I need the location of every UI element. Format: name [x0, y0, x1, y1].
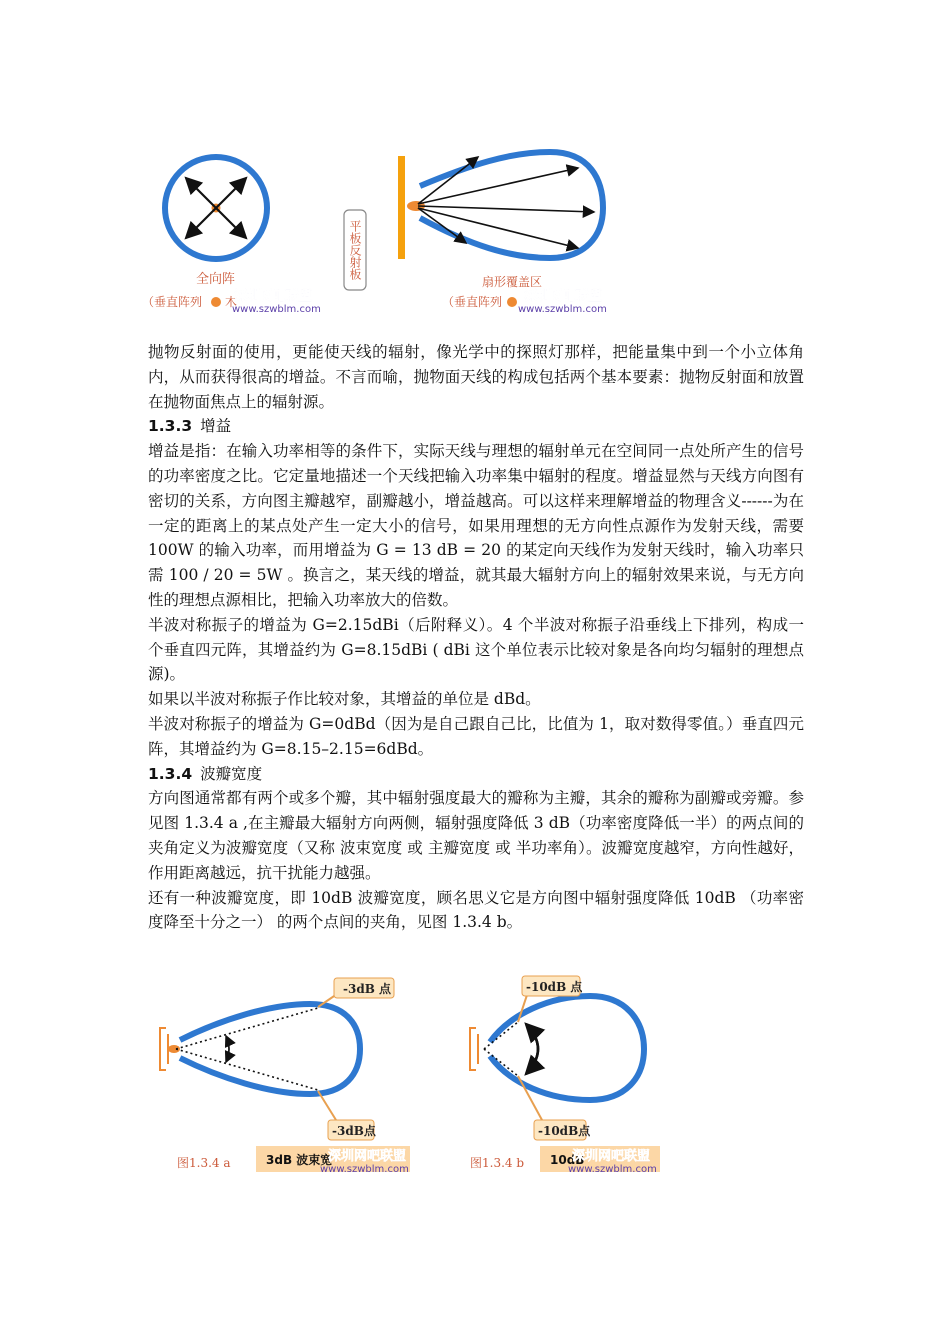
omni-caption-prefix: （垂直阵列 [142, 295, 203, 309]
sector-label: 扇形覆盖区 [482, 275, 543, 289]
paragraph-dbd-unit: 如果以半波对称振子作比较对象，其增益的单位是 dBd。 [148, 690, 541, 709]
section-number: 1.3.4 [148, 764, 193, 783]
caption-a: 图1.3.4 a [177, 1156, 231, 1170]
feed-bracket-b [470, 1028, 476, 1070]
watermark-title: 深圳网吧联盟 [234, 289, 313, 304]
watermark-url-2: www.szwblm.com [518, 304, 607, 315]
feed-bracket-a [160, 1028, 166, 1070]
watermark-url: www.szwblm.com [232, 304, 321, 315]
paragraph-gain-definition: 增益是指：在输入功率相等的条件下，实际天线与理想的辐射单元在空间同一点处所产生的信号的功率密度之比。它定量地描述一个天线把输入功率集中辐射的程度。增益显然与天线方向图有密切的关系，方向图主瓣越窄，副瓣越小，增益越高。可以这样来理解增益的物理含义------为在一定的距离上的某点处产生一定大小的信号，如果用理想的无方向性点源作为发射天线，需要 100W 的输入功率，而用增益为 G = 13 dB = 20 的某定向天线作为发射天线时，输入功率只需 100 / 20 = 5W 。换言之，某天线的增益，就其最大辐射方向上的辐射效果来说，与无方向性的理想点源相比，把输入功率放大的倍数。 [148, 442, 804, 609]
label-a-top: -3dB 点 [343, 982, 392, 996]
figure-bottom-svg [150, 970, 670, 1180]
paragraph-10db-beamwidth: 还有一种波瓣宽度，即 10dB 波瓣宽度，顾名思义它是方向图中辐射强度降低 10dB （功率密度降至十分之一） 的两个点间的夹角，见图 1.3.4 b。 [148, 888, 804, 932]
figure-a [160, 978, 410, 1175]
section-title: 波瓣宽度 [200, 764, 263, 783]
main-lobe-b [490, 996, 644, 1100]
caption-b: 图1.3.4 b [470, 1156, 525, 1170]
watermark-url-b: www.szwblm.com [568, 1164, 657, 1175]
watermark-url-a: www.szwblm.com [320, 1164, 409, 1175]
paragraph-parabolic: 抛物反射面的使用，更能使天线的辐射，像光学中的探照灯那样，把能量集中到一个小立体角内，从而获得很高的增益。不言而喻，抛物面天线的构成包括两个基本要素：抛物反射面和放置在抛物面焦点上的辐射源。 [148, 343, 804, 411]
figure-beamwidth [150, 970, 670, 1180]
paragraph-dipole-gain: 半波对称振子的增益为 G=2.15dBi（后附释义）。4 个半波对称振子沿垂线上下排列，构成一个垂直四元阵，其增益约为 G=8.15dBi ( dBi 这个单位表示比较对象是各向均匀辐射的理想点源)。 [148, 615, 804, 684]
label-b-bottom: -10dB点 [538, 1124, 591, 1138]
figure-top-svg [140, 140, 640, 330]
sector-arrows [418, 157, 594, 248]
figure-b [470, 976, 660, 1175]
button-b-label: 10dB [550, 1153, 585, 1167]
flat-reflector [398, 156, 405, 259]
omni-arrows [186, 178, 246, 238]
paragraph-dbd-value: 半波对称振子的增益为 G=0dBd（因为是自己跟自己比，比值为 1，取对数得零值。）垂直四元阵，其增益约为 G=8.15–2.15=6dBd。 [148, 714, 804, 758]
button-a-label: 3dB 波束宽 [266, 1153, 333, 1167]
omni-caption-suffix: 木 [225, 295, 238, 309]
watermark-title-a: 深圳网吧联盟 [328, 1149, 407, 1164]
label-a-bottom: -3dB点 [332, 1124, 376, 1138]
sector-caption-prefix: （垂直阵列 [442, 295, 503, 309]
feed-dot-a [168, 1045, 180, 1053]
section-number: 1.3.3 [148, 417, 193, 436]
paragraph-beamwidth-definition: 方向图通常都有两个或多个瓣，其中辐射强度最大的瓣称为主瓣，其余的瓣称为副瓣或旁瓣。参见图 1.3.4 a ,在主瓣最大辐射方向两侧，辐射强度降低 3 dB（功率密度降低一半）的两点间的夹角定义为波瓣宽度（又称 波束宽度 或 主瓣宽度 或 半功率角）。波瓣宽度越窄，方向性越好，作用距离越远，抗干扰能力越强。 [148, 789, 804, 882]
section-heading-gain [148, 414, 804, 439]
reflector-label: 平板反射板 [348, 220, 362, 280]
sector-caption-dot [507, 297, 517, 307]
figure-radiation-patterns [140, 140, 640, 330]
watermark-title-b: 深圳网吧联盟 [572, 1149, 651, 1164]
watermark-title-2: 深圳网吧联盟 [524, 289, 603, 304]
body-text [148, 340, 804, 935]
main-lobe-a [180, 1004, 360, 1094]
section-title: 增益 [200, 417, 232, 436]
label-b-top: -10dB 点 [526, 980, 583, 994]
section-heading-beamwidth [148, 762, 804, 787]
omni-label: 全向阵 [196, 272, 236, 287]
omni-caption-dot [211, 297, 221, 307]
